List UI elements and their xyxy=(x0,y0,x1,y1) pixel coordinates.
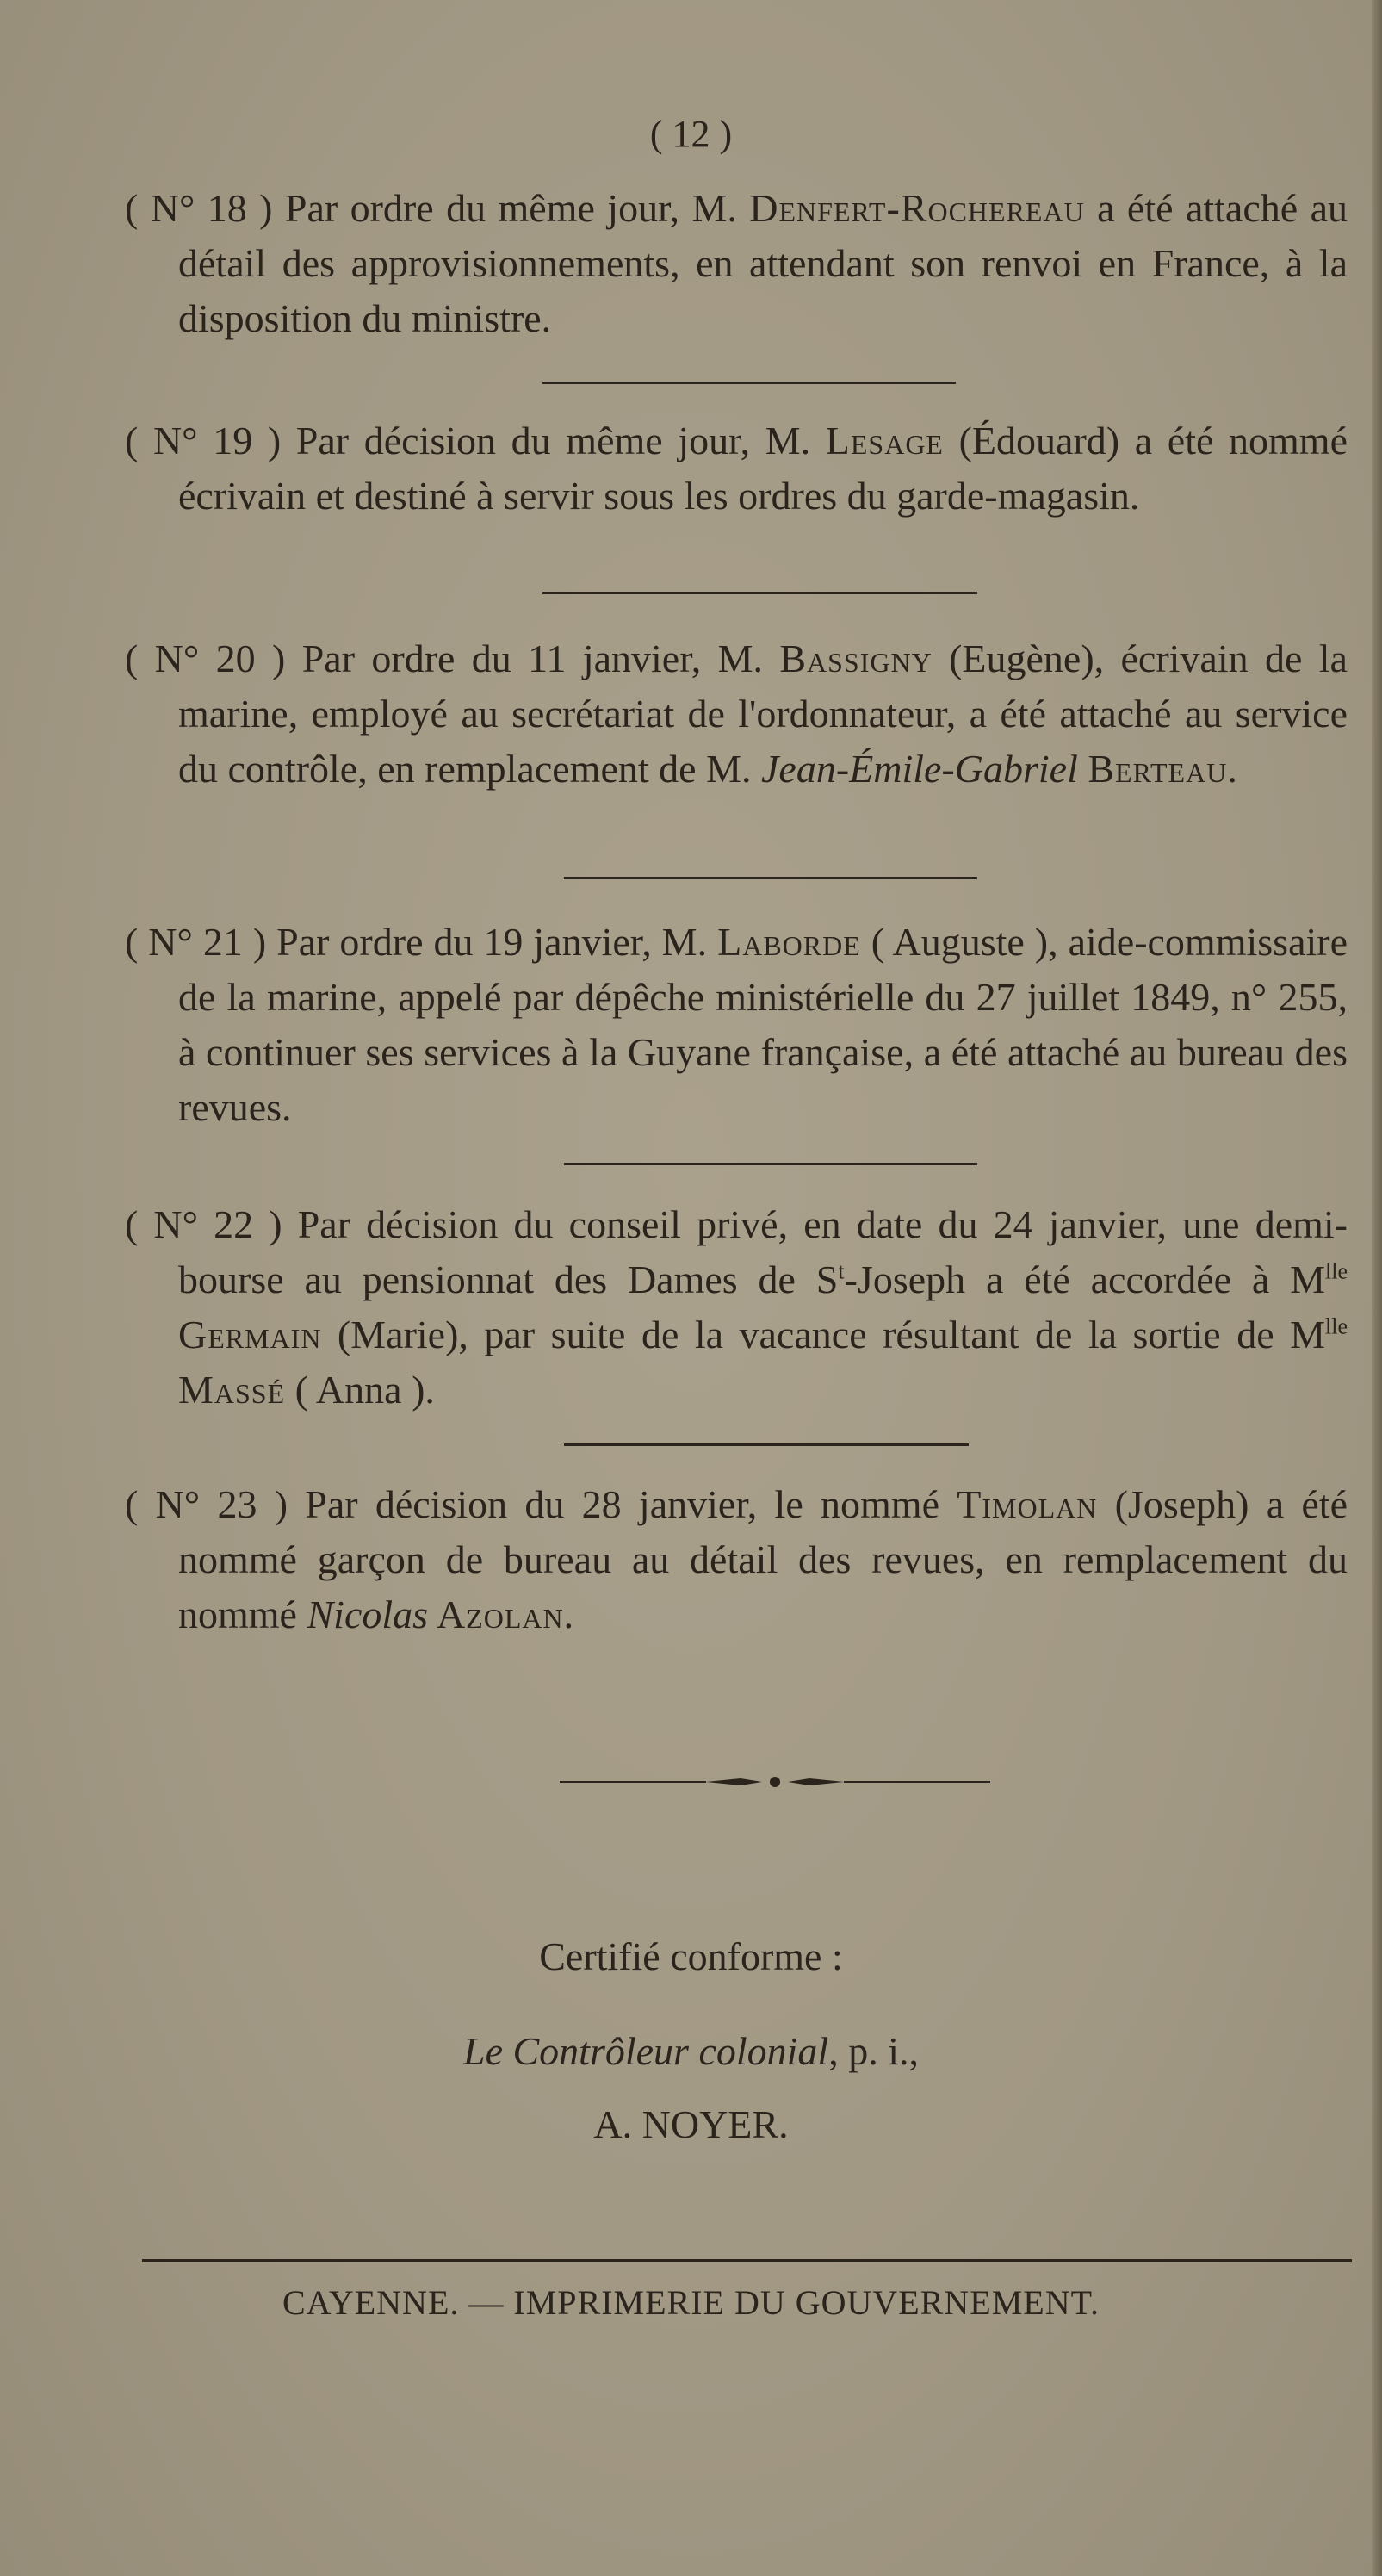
person-name: Berteau xyxy=(1088,747,1228,791)
entry-22 xyxy=(125,1197,1348,1418)
person-name: Laborde xyxy=(717,920,861,964)
separator-rule xyxy=(542,382,956,384)
entry-23 xyxy=(125,1477,1348,1642)
entry-20 xyxy=(125,631,1348,797)
decorative-ornament xyxy=(560,1776,990,1788)
entry-text: ( N° 18 ) Par ordre du même jour, M. Denfert-Rochereau a été attaché au détail des approvisionnements, en attendant son renvoi en France, à la disposition du ministre. xyxy=(125,186,1348,340)
person-name: Germain xyxy=(178,1313,322,1356)
entry-text: ( N° 20 ) Par ordre du 11 janvier, M. Bassigny (Eugène), écrivain de la marine, employé au secrétariat de l'ordonnateur, a été attaché au service du contrôle, en remplacement de M. Jean-Émile-Gabriel Berteau. xyxy=(125,636,1348,791)
entry-text: ( N° 22 ) Par décision du conseil privé, en date du 24 janvier, une demi-bourse au pensionnat des Dames de $S^t$-Joseph a été accordée à $M^{lle}$ Germain (Marie), par suite de la vacance résultant de la sortie de $M^{lle}$ Massé ( Anna ). xyxy=(125,1202,1348,1412)
person-name: Bassigny xyxy=(779,636,933,680)
person-forename: Nicolas xyxy=(307,1592,429,1636)
person-forenames: Jean-Émile-Gabriel xyxy=(760,747,1078,791)
person-name: Lesage xyxy=(825,419,944,462)
certification-line: Certifié conforme : xyxy=(539,1934,843,1978)
entry-text: ( N° 23 ) Par décision du 28 janvier, le nommé Timolan (Joseph) a été nommé garçon de bureau au détail des revues, en remplacement du nommé Nicolas Azolan. xyxy=(125,1482,1348,1636)
person-name: Denfert-Rochereau xyxy=(749,186,1085,230)
entry-19 xyxy=(125,413,1348,524)
signatory-name: A. NOYER. xyxy=(593,2102,789,2146)
entry-text: ( N° 21 ) Par ordre du 19 janvier, M. Laborde ( Auguste ), aide-commissaire de la marine, appelé par dépêche ministérielle du 27 juillet 1849, n° 255, à continuer ses services à la Guyane française, a été attaché au bureau des revues. xyxy=(125,920,1348,1129)
separator-rule xyxy=(564,877,977,879)
person-name: Timolan xyxy=(957,1482,1098,1526)
entry-18 xyxy=(125,181,1348,346)
person-name: Massé xyxy=(178,1368,286,1412)
separator-rule xyxy=(564,1163,977,1165)
certification-title: Le Contrôleur colonial, p. i., xyxy=(462,2029,919,2073)
separator-rule xyxy=(542,592,977,594)
printer-imprint: CAYENNE. — IMPRIMERIE DU GOUVERNEMENT. xyxy=(282,2283,1100,2322)
footer-rule xyxy=(142,2259,1352,2262)
entry-21 xyxy=(125,915,1348,1135)
separator-rule xyxy=(564,1443,969,1446)
entry-text: ( N° 19 ) Par décision du même jour, M. Lesage (Édouard) a été nommé écrivain et destiné à servir sous les ordres du garde-magasin. xyxy=(125,419,1348,518)
person-name: Azolan xyxy=(428,1592,564,1636)
page-number: ( 12 ) xyxy=(649,113,733,155)
page-edge-shadow xyxy=(1372,0,1382,2576)
